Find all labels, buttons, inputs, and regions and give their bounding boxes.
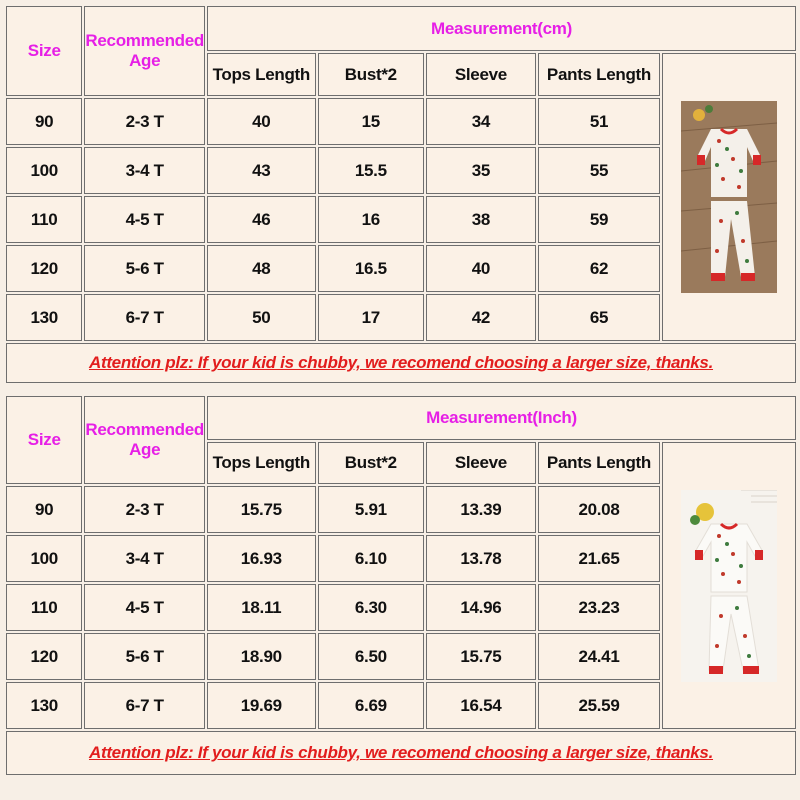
tops-length-cell: 46 (207, 196, 316, 243)
age-cell: 3-4 T (84, 535, 205, 582)
product-photo-cell (662, 442, 796, 729)
pants-length-cell: 65 (538, 294, 661, 341)
col-tops-length: Tops Length (207, 53, 316, 96)
size-cell: 100 (6, 535, 82, 582)
col-pants-length: Pants Length (538, 53, 661, 96)
bust-cell: 6.10 (318, 535, 425, 582)
size-cell: 90 (6, 98, 82, 145)
col-tops-length: Tops Length (207, 442, 316, 484)
product-photo-cell (662, 53, 796, 341)
sleeve-cell: 13.78 (426, 535, 536, 582)
size-header: Size (6, 396, 82, 484)
age-cell: 4-5 T (84, 584, 205, 631)
measurement-header: Measurement(cm) (207, 6, 796, 51)
tops-length-cell: 16.93 (207, 535, 316, 582)
tops-length-cell: 43 (207, 147, 316, 194)
pants-length-cell: 62 (538, 245, 661, 292)
age-cell: 3-4 T (84, 147, 205, 194)
pants-length-cell: 59 (538, 196, 661, 243)
attention-note: Attention plz: If your kid is chubby, we recomend choosing a larger size, thanks. (6, 343, 796, 383)
size-cell: 110 (6, 584, 82, 631)
bust-cell: 15.5 (318, 147, 425, 194)
sleeve-cell: 35 (426, 147, 536, 194)
bust-cell: 17 (318, 294, 425, 341)
bust-cell: 6.69 (318, 682, 425, 729)
sleeve-cell: 14.96 (426, 584, 536, 631)
size-cell: 110 (6, 196, 82, 243)
size-cell: 130 (6, 682, 82, 729)
col-sleeve: Sleeve (426, 53, 536, 96)
age-cell: 6-7 T (84, 682, 205, 729)
tops-length-cell: 18.90 (207, 633, 316, 680)
pants-length-cell: 21.65 (538, 535, 661, 582)
tops-length-cell: 48 (207, 245, 316, 292)
pants-length-cell: 51 (538, 98, 661, 145)
tops-length-cell: 15.75 (207, 486, 316, 533)
sleeve-cell: 42 (426, 294, 536, 341)
size-cell: 120 (6, 245, 82, 292)
bust-cell: 6.50 (318, 633, 425, 680)
sleeve-cell: 16.54 (426, 682, 536, 729)
pants-length-cell: 20.08 (538, 486, 661, 533)
pants-length-cell: 25.59 (538, 682, 661, 729)
age-cell: 6-7 T (84, 294, 205, 341)
age-cell: 2-3 T (84, 486, 205, 533)
bust-cell: 16 (318, 196, 425, 243)
sleeve-cell: 34 (426, 98, 536, 145)
tops-length-cell: 19.69 (207, 682, 316, 729)
col-bust: Bust*2 (318, 53, 425, 96)
tops-length-cell: 18.11 (207, 584, 316, 631)
pants-length-cell: 55 (538, 147, 661, 194)
bust-cell: 6.30 (318, 584, 425, 631)
age-cell: 5-6 T (84, 633, 205, 680)
pajama-set-photo-icon (681, 490, 777, 682)
age-header: Recommended Age (84, 6, 205, 96)
tops-length-cell: 50 (207, 294, 316, 341)
size-table-inch (4, 394, 798, 777)
col-pants-length: Pants Length (538, 442, 661, 484)
pajama-set-photo-icon (681, 101, 777, 293)
tops-length-cell: 40 (207, 98, 316, 145)
size-cell: 90 (6, 486, 82, 533)
sleeve-cell: 15.75 (426, 633, 536, 680)
col-sleeve: Sleeve (426, 442, 536, 484)
age-cell: 2-3 T (84, 98, 205, 145)
sleeve-cell: 40 (426, 245, 536, 292)
sleeve-cell: 13.39 (426, 486, 536, 533)
age-cell: 5-6 T (84, 245, 205, 292)
pants-length-cell: 24.41 (538, 633, 661, 680)
age-cell: 4-5 T (84, 196, 205, 243)
size-table-cm (4, 4, 798, 385)
size-cell: 100 (6, 147, 82, 194)
pants-length-cell: 23.23 (538, 584, 661, 631)
sleeve-cell: 38 (426, 196, 536, 243)
age-header: Recommended Age (84, 396, 205, 484)
col-bust: Bust*2 (318, 442, 425, 484)
measurement-header: Measurement(Inch) (207, 396, 796, 440)
bust-cell: 5.91 (318, 486, 425, 533)
attention-note: Attention plz: If your kid is chubby, we recomend choosing a larger size, thanks. (6, 731, 796, 775)
size-header: Size (6, 6, 82, 96)
bust-cell: 15 (318, 98, 425, 145)
size-cell: 130 (6, 294, 82, 341)
bust-cell: 16.5 (318, 245, 425, 292)
size-cell: 120 (6, 633, 82, 680)
